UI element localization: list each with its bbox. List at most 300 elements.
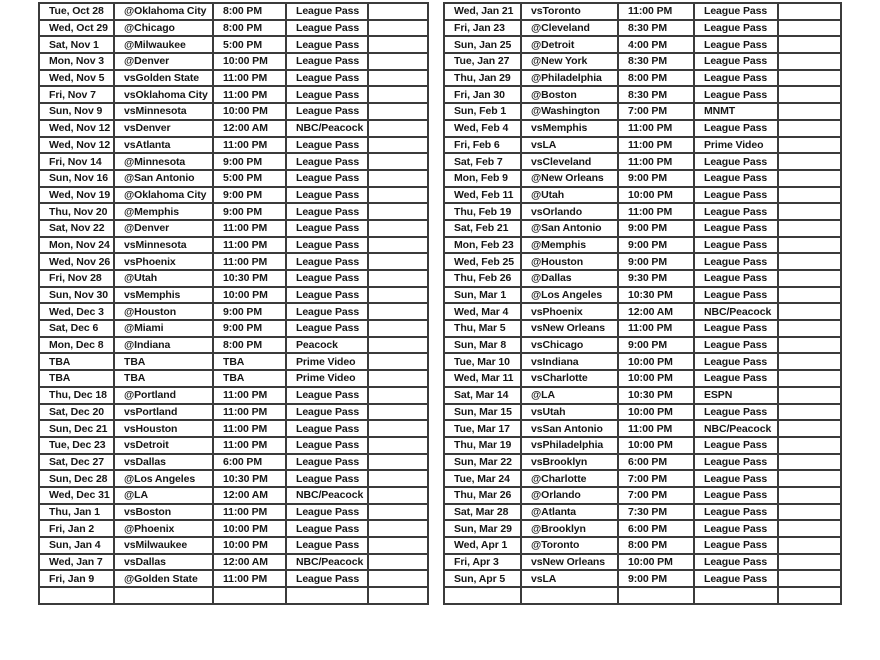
time-cell: 11:00 PM [213,437,286,454]
channel-cell: League Pass [694,203,778,220]
notes-cell [778,370,841,387]
time-cell: 12:00 AM [213,554,286,571]
opponent-cell: @Los Angeles [521,287,618,304]
date-cell: Fri, Feb 6 [444,137,521,154]
schedule-row [444,270,841,287]
notes-cell [778,120,841,137]
opponent-cell: vsDenver [114,120,213,137]
date-cell: Wed, Feb 4 [444,120,521,137]
date-cell: Wed, Apr 1 [444,537,521,554]
opponent-cell: @Utah [521,187,618,204]
channel-cell: League Pass [694,353,778,370]
date-cell: Fri, Nov 28 [39,270,114,287]
schedule-row [444,554,841,571]
opponent-cell: vsHouston [114,420,213,437]
time-cell: 9:00 PM [213,203,286,220]
opponent-cell: vsToronto [521,3,618,20]
notes-cell [368,3,428,20]
opponent-cell: vsPortland [114,404,213,421]
channel-cell: League Pass [286,237,368,254]
channel-cell: League Pass [694,220,778,237]
schedule-row [444,370,841,387]
channel-cell: League Pass [694,537,778,554]
opponent-cell: vsMemphis [114,287,213,304]
notes-cell [368,20,428,37]
opponent-cell: @Indiana [114,337,213,354]
schedule-row [39,237,428,254]
time-cell: 10:00 PM [213,53,286,70]
time-cell [213,587,286,604]
schedule-row [444,454,841,471]
schedule-table-second-half [443,2,842,605]
opponent-cell: @Houston [521,253,618,270]
schedule-row [444,253,841,270]
time-cell: 9:00 PM [618,253,694,270]
channel-cell: League Pass [286,53,368,70]
time-cell: 10:00 PM [618,353,694,370]
date-cell: Wed, Jan 7 [39,554,114,571]
date-cell: Tue, Oct 28 [39,3,114,20]
channel-cell: League Pass [286,103,368,120]
channel-cell: League Pass [286,420,368,437]
date-cell: Sat, Nov 22 [39,220,114,237]
date-cell: Wed, Nov 12 [39,120,114,137]
opponent-cell: @Houston [114,303,213,320]
date-cell: Fri, Jan 23 [444,20,521,37]
schedule-row [444,470,841,487]
notes-cell [368,387,428,404]
opponent-cell: vsDetroit [114,437,213,454]
channel-cell: League Pass [694,36,778,53]
channel-cell: League Pass [286,3,368,20]
time-cell: 10:30 PM [213,270,286,287]
schedule-row [444,53,841,70]
schedule-row [39,187,428,204]
time-cell: 11:00 PM [213,220,286,237]
opponent-cell: @Minnesota [114,153,213,170]
notes-cell [368,86,428,103]
time-cell: 9:00 PM [618,337,694,354]
time-cell: 11:00 PM [213,70,286,87]
time-cell: 10:00 PM [213,537,286,554]
channel-cell: Prime Video [286,353,368,370]
opponent-cell: @Detroit [521,36,618,53]
schedule-row [39,437,428,454]
channel-cell: League Pass [286,387,368,404]
schedule-row [444,353,841,370]
time-cell: TBA [213,370,286,387]
opponent-cell: TBA [114,370,213,387]
schedule-row [39,504,428,521]
schedule-row [39,554,428,571]
channel-cell: League Pass [286,303,368,320]
schedule-row [39,320,428,337]
time-cell: 12:00 AM [618,303,694,320]
notes-cell [778,537,841,554]
notes-cell [368,170,428,187]
date-cell: Sun, Mar 29 [444,520,521,537]
notes-cell [368,253,428,270]
date-cell: Sun, Jan 4 [39,537,114,554]
opponent-cell: vsMinnesota [114,103,213,120]
channel-cell: League Pass [694,287,778,304]
schedule-row [444,137,841,154]
notes-cell [778,420,841,437]
date-cell: Tue, Mar 10 [444,353,521,370]
channel-cell: League Pass [286,36,368,53]
notes-cell [778,153,841,170]
time-cell: 10:00 PM [213,287,286,304]
notes-cell [778,387,841,404]
schedule-row [444,287,841,304]
time-cell: 9:00 PM [213,320,286,337]
channel-cell: League Pass [286,537,368,554]
date-cell: Thu, Feb 19 [444,203,521,220]
time-cell: 4:00 PM [618,36,694,53]
channel-cell: Peacock [286,337,368,354]
time-cell: 11:00 PM [213,420,286,437]
date-cell: Sun, Apr 5 [444,570,521,587]
date-cell: Sat, Feb 7 [444,153,521,170]
date-cell: Sun, Nov 16 [39,170,114,187]
date-cell: TBA [39,370,114,387]
opponent-cell: @San Antonio [521,220,618,237]
notes-cell [778,337,841,354]
channel-cell: NBC/Peacock [286,120,368,137]
date-cell: Fri, Nov 7 [39,86,114,103]
channel-cell: League Pass [694,70,778,87]
time-cell: 12:00 AM [213,487,286,504]
opponent-cell: @New Orleans [521,170,618,187]
time-cell: 10:00 PM [618,437,694,454]
schedule-row [444,86,841,103]
channel-cell: League Pass [694,570,778,587]
channel-cell: League Pass [286,320,368,337]
date-cell: Mon, Nov 24 [39,237,114,254]
date-cell: Mon, Feb 9 [444,170,521,187]
notes-cell [368,153,428,170]
opponent-cell: @Milwaukee [114,36,213,53]
time-cell: 8:00 PM [213,337,286,354]
date-cell: Fri, Nov 14 [39,153,114,170]
notes-cell [778,270,841,287]
time-cell: 12:00 AM [213,120,286,137]
time-cell: 11:00 PM [213,387,286,404]
channel-cell: League Pass [694,187,778,204]
notes-cell [778,353,841,370]
notes-cell [778,137,841,154]
notes-cell [778,470,841,487]
schedule-row [39,303,428,320]
notes-cell [778,170,841,187]
time-cell [618,587,694,604]
schedule-row [39,487,428,504]
notes-cell [368,570,428,587]
date-cell: Sat, Dec 27 [39,454,114,471]
opponent-cell: @Oklahoma City [114,187,213,204]
time-cell: 11:00 PM [618,320,694,337]
date-cell: Wed, Mar 11 [444,370,521,387]
date-cell: Sat, Mar 14 [444,387,521,404]
channel-cell: League Pass [286,187,368,204]
date-cell: Sun, Feb 1 [444,103,521,120]
notes-cell [778,437,841,454]
date-cell: Wed, Nov 12 [39,137,114,154]
schedule-row [444,3,841,20]
schedule-row [444,570,841,587]
time-cell: 11:00 PM [618,420,694,437]
date-cell: Wed, Dec 31 [39,487,114,504]
date-cell: Sat, Dec 6 [39,320,114,337]
opponent-cell: @Orlando [521,487,618,504]
opponent-cell: @Boston [521,86,618,103]
channel-cell: League Pass [286,570,368,587]
notes-cell [368,137,428,154]
channel-cell: NBC/Peacock [286,554,368,571]
date-cell: Sun, Nov 9 [39,103,114,120]
notes-cell [368,187,428,204]
opponent-cell: @Charlotte [521,470,618,487]
time-cell: 8:00 PM [618,537,694,554]
time-cell: 9:00 PM [618,220,694,237]
schedule-row [39,86,428,103]
channel-cell: League Pass [694,554,778,571]
notes-cell [368,420,428,437]
schedule-row [444,437,841,454]
schedule-row [444,337,841,354]
date-cell: Mon, Feb 23 [444,237,521,254]
opponent-cell: vsAtlanta [114,137,213,154]
opponent-cell: vsSan Antonio [521,420,618,437]
channel-cell: League Pass [286,220,368,237]
opponent-cell: @Dallas [521,270,618,287]
schedule-row [39,203,428,220]
opponent-cell: vsLA [521,137,618,154]
date-cell: Wed, Nov 26 [39,253,114,270]
schedule-row [444,320,841,337]
date-cell: Wed, Jan 21 [444,3,521,20]
time-cell: 10:00 PM [618,554,694,571]
channel-cell [694,587,778,604]
schedule-row [39,53,428,70]
time-cell: 11:00 PM [213,504,286,521]
opponent-cell: vsMilwaukee [114,537,213,554]
time-cell: 9:00 PM [213,187,286,204]
notes-cell [778,237,841,254]
date-cell: Tue, Mar 24 [444,470,521,487]
channel-cell: League Pass [694,270,778,287]
schedule-row [444,520,841,537]
schedule-row [444,170,841,187]
schedule-row [39,3,428,20]
schedule-row [39,220,428,237]
time-cell: 11:00 PM [213,237,286,254]
opponent-cell: vsNew Orleans [521,320,618,337]
notes-cell [778,220,841,237]
channel-cell: League Pass [694,320,778,337]
notes-cell [778,20,841,37]
channel-cell: League Pass [286,137,368,154]
schedule-row [444,387,841,404]
channel-cell: League Pass [286,70,368,87]
date-cell: Thu, Mar 5 [444,320,521,337]
channel-cell: League Pass [286,454,368,471]
notes-cell [778,570,841,587]
schedule-row [39,353,428,370]
time-cell: 9:30 PM [618,270,694,287]
opponent-cell: vsChicago [521,337,618,354]
channel-cell: League Pass [286,520,368,537]
date-cell: Sun, Mar 8 [444,337,521,354]
date-cell: Tue, Mar 17 [444,420,521,437]
schedule-row [39,137,428,154]
channel-cell: League Pass [694,487,778,504]
date-cell: Thu, Nov 20 [39,203,114,220]
time-cell: 7:00 PM [618,470,694,487]
channel-cell: Prime Video [286,370,368,387]
schedule-row [444,103,841,120]
channel-cell: League Pass [286,170,368,187]
schedule-row [444,220,841,237]
opponent-cell: @Memphis [521,237,618,254]
channel-cell: League Pass [694,237,778,254]
notes-cell [778,520,841,537]
opponent-cell: vsMemphis [521,120,618,137]
opponent-cell: vsNew Orleans [521,554,618,571]
schedule-row [444,120,841,137]
channel-cell: Prime Video [694,137,778,154]
date-cell: Thu, Feb 26 [444,270,521,287]
opponent-cell: @Golden State [114,570,213,587]
notes-cell [368,220,428,237]
opponent-cell: @San Antonio [114,170,213,187]
schedule-row [39,387,428,404]
notes-cell [368,53,428,70]
opponent-cell: @Denver [114,220,213,237]
channel-cell: NBC/Peacock [286,487,368,504]
time-cell: 7:00 PM [618,103,694,120]
channel-cell: League Pass [694,3,778,20]
date-cell: Fri, Jan 2 [39,520,114,537]
notes-cell [368,120,428,137]
notes-cell [368,504,428,521]
time-cell: 8:00 PM [213,20,286,37]
channel-cell: League Pass [694,20,778,37]
channel-cell: League Pass [694,153,778,170]
time-cell: TBA [213,353,286,370]
notes-cell [778,287,841,304]
time-cell: 10:00 PM [213,103,286,120]
notes-cell [368,487,428,504]
time-cell: 11:00 PM [213,404,286,421]
opponent-cell [521,587,618,604]
time-cell: 11:00 PM [213,253,286,270]
opponent-cell: @Miami [114,320,213,337]
schedule-row-partial [444,587,841,604]
opponent-cell: vsOklahoma City [114,86,213,103]
schedule-row [39,537,428,554]
time-cell: 10:00 PM [618,370,694,387]
opponent-cell: vsLA [521,570,618,587]
notes-cell [368,404,428,421]
schedule-row [39,20,428,37]
channel-cell: League Pass [694,437,778,454]
channel-cell: League Pass [286,253,368,270]
time-cell: 8:00 PM [213,3,286,20]
time-cell: 10:30 PM [618,387,694,404]
schedule-row [444,537,841,554]
notes-cell [778,103,841,120]
time-cell: 5:00 PM [213,36,286,53]
notes-cell [778,504,841,521]
opponent-cell [114,587,213,604]
time-cell: 11:00 PM [213,137,286,154]
notes-cell [778,587,841,604]
schedule-row [39,404,428,421]
notes-cell [368,103,428,120]
channel-cell: League Pass [694,470,778,487]
opponent-cell: @Oklahoma City [114,3,213,20]
channel-cell: NBC/Peacock [694,420,778,437]
opponent-cell: @Utah [114,270,213,287]
time-cell: 10:30 PM [618,287,694,304]
opponent-cell: vsCharlotte [521,370,618,387]
opponent-cell: @Cleveland [521,20,618,37]
channel-cell: League Pass [694,253,778,270]
channel-cell: League Pass [286,86,368,103]
notes-cell [368,237,428,254]
schedule-row [39,36,428,53]
date-cell: Wed, Oct 29 [39,20,114,37]
channel-cell: League Pass [694,86,778,103]
notes-cell [778,487,841,504]
time-cell: 8:30 PM [618,20,694,37]
time-cell: 9:00 PM [213,153,286,170]
notes-cell [368,554,428,571]
opponent-cell: @Washington [521,103,618,120]
schedule-row [39,270,428,287]
notes-cell [368,437,428,454]
schedule-row [39,103,428,120]
channel-cell: League Pass [694,404,778,421]
date-cell: Wed, Nov 5 [39,70,114,87]
date-cell: Sun, Mar 1 [444,287,521,304]
channel-cell: League Pass [286,153,368,170]
schedule-row [444,20,841,37]
date-cell: Sun, Dec 21 [39,420,114,437]
opponent-cell: @Philadelphia [521,70,618,87]
opponent-cell: @Memphis [114,203,213,220]
opponent-cell: @Chicago [114,20,213,37]
schedule-row [444,153,841,170]
time-cell: 11:00 PM [618,203,694,220]
date-cell: Mon, Nov 3 [39,53,114,70]
time-cell: 9:00 PM [213,303,286,320]
notes-cell [778,554,841,571]
date-cell: Thu, Jan 29 [444,70,521,87]
schedule-row [39,120,428,137]
opponent-cell: @Los Angeles [114,470,213,487]
schedule-row [39,253,428,270]
date-cell: Thu, Dec 18 [39,387,114,404]
date-cell: Thu, Mar 19 [444,437,521,454]
opponent-cell: vsMinnesota [114,237,213,254]
schedule-row [444,70,841,87]
notes-cell [368,270,428,287]
notes-cell [368,470,428,487]
schedule-row [444,303,841,320]
schedule-row [39,170,428,187]
